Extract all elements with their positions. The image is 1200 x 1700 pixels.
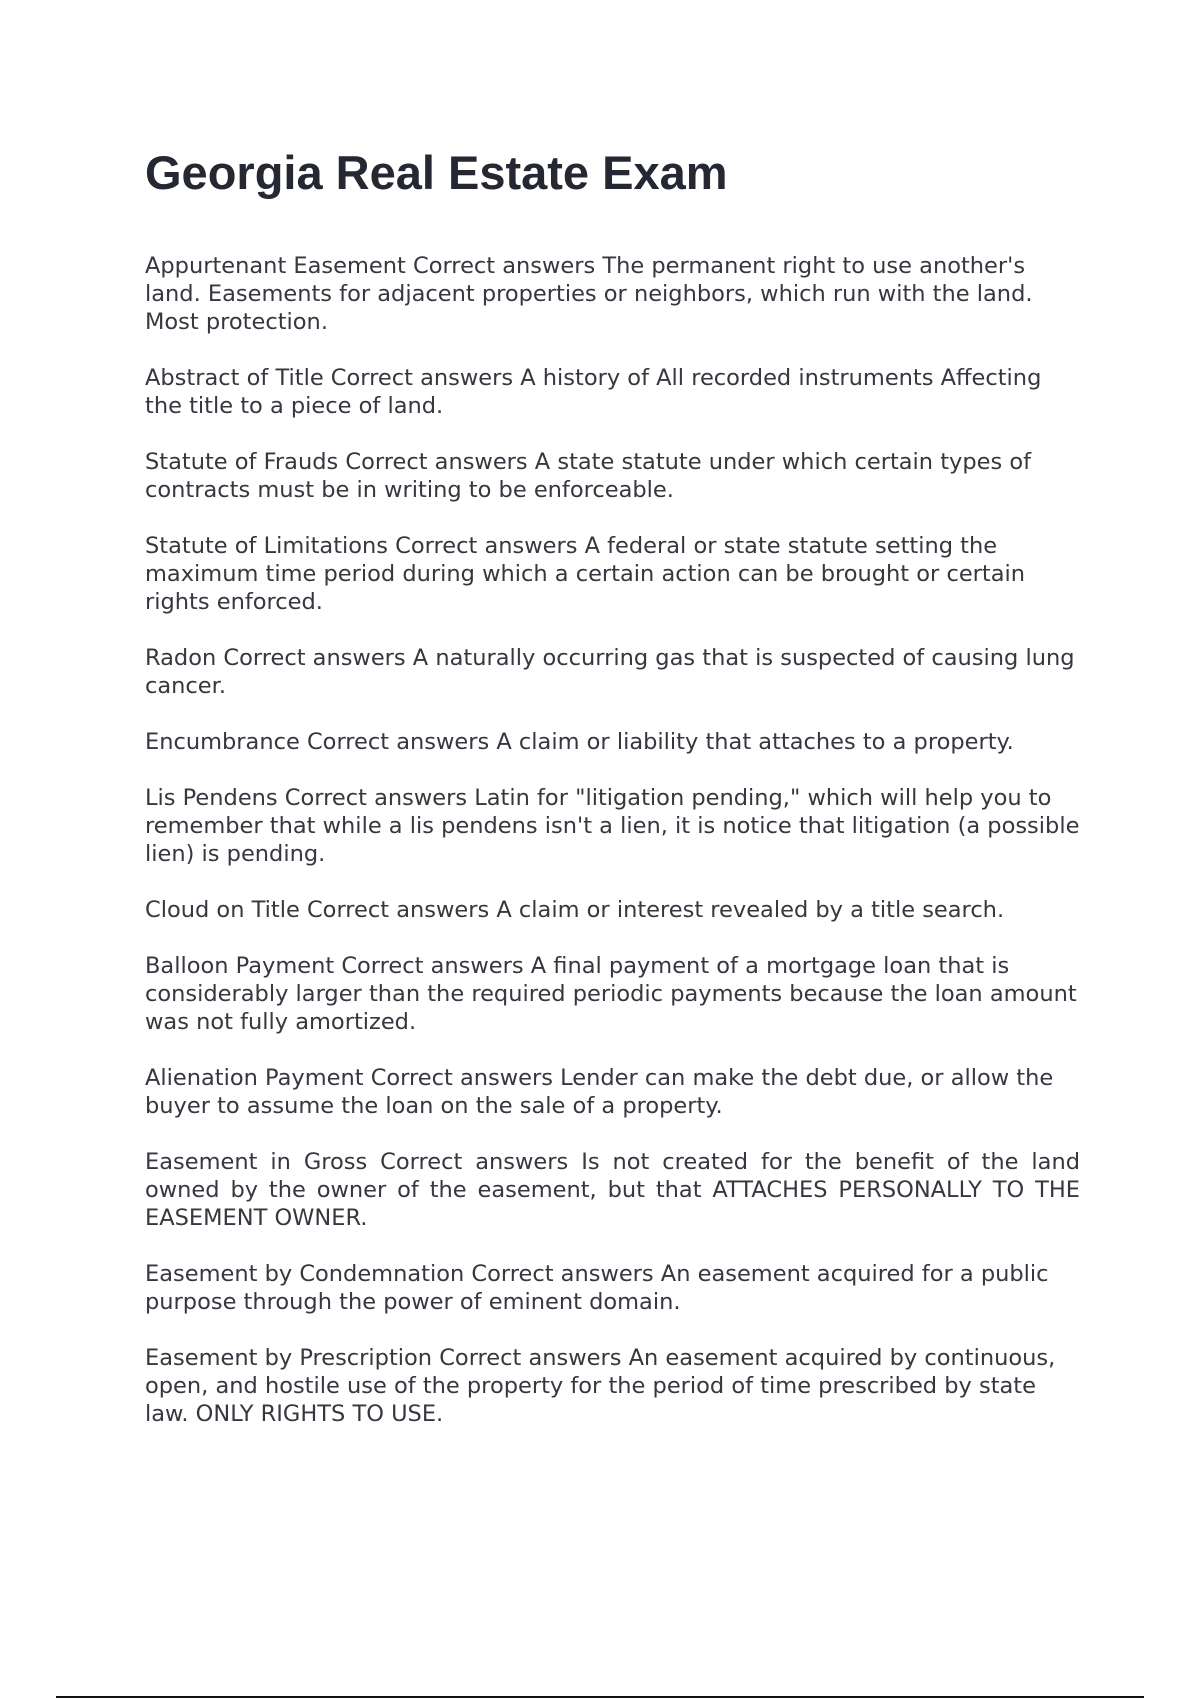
flashcard-easement-in-gross: Easement in Gross Correct answers Is not created for the benefit of the land owned by the owner of the easement, but that ATTACHES PERSONALLY TO THE EASEMENT OWNER. <box>145 1149 1080 1231</box>
flashcard-statute-of-frauds: Statute of Frauds Correct answers A state statute under which certain types of contracts must be in writing to be enforceable. <box>145 449 1032 503</box>
flashcard-radon: Radon Correct answers A naturally occurring gas that is suspected of causing lung cancer. <box>145 645 1075 699</box>
flashcard-abstract-of-title: Abstract of Title Correct answers A history of All recorded instruments Affecting the title to a piece of land. <box>145 365 1042 419</box>
footer-divider <box>56 1696 1144 1698</box>
flashcard-list <box>145 252 1080 1456</box>
document-title: Georgia Real Estate Exam <box>145 146 728 199</box>
flashcard-appurtenant-easement: Appurtenant Easement Correct answers The permanent right to use another's land. Easements for adjacent properties or neighbors, which run with the land. Most protection. <box>145 253 1033 335</box>
flashcard-alienation-payment: Alienation Payment Correct answers Lender can make the debt due, or allow the buyer to assume the loan on the sale of a property. <box>145 1065 1054 1119</box>
flashcard-statute-of-limitations: Statute of Limitations Correct answers A federal or state statute setting the maximum time period during which a certain action can be brought or certain rights enforced. <box>145 533 1026 615</box>
flashcard-easement-by-condemnation: Easement by Condemnation Correct answers An easement acquired for a public purpose through the power of eminent domain. <box>145 1261 1049 1315</box>
flashcard-encumbrance: Encumbrance Correct answers A claim or liability that attaches to a property. <box>145 729 1014 755</box>
flashcard-balloon-payment: Balloon Payment Correct answers A final payment of a mortgage loan that is considerably larger than the required periodic payments because the loan amount was not fully amortized. <box>145 953 1077 1035</box>
flashcard-cloud-on-title: Cloud on Title Correct answers A claim or interest revealed by a title search. <box>145 897 1005 923</box>
flashcard-easement-by-prescription: Easement by Prescription Correct answers An easement acquired by continuous, open, and hostile use of the property for the period of time prescribed by state law. ONLY RIGHTS TO USE. <box>145 1345 1056 1427</box>
flashcard-lis-pendens: Lis Pendens Correct answers Latin for "litigation pending," which will help you to remember that while a lis pendens isn't a lien, it is notice that litigation (a possible lien) is pending. <box>145 785 1080 867</box>
